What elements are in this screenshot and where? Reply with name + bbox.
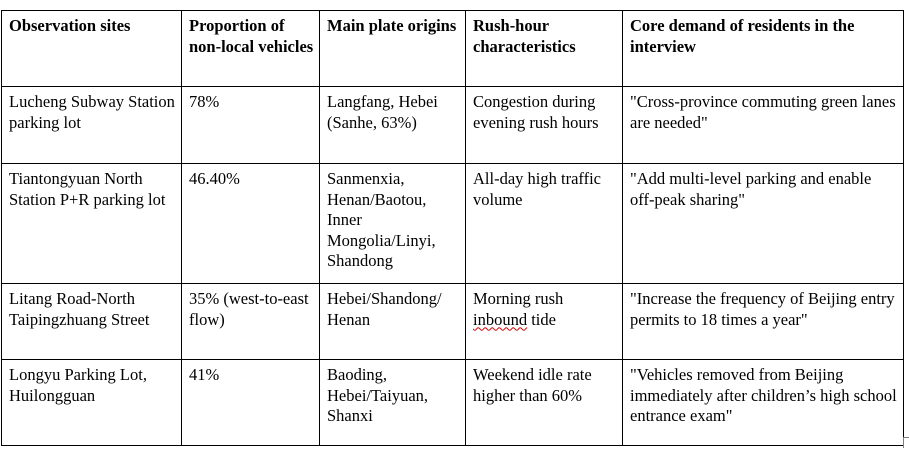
cell-proportion: 78%	[182, 87, 320, 164]
cell-origins: Sanmenxia, Henan/Baotou, Inner Mongolia/Linyi, Shandong	[320, 164, 466, 284]
table-row	[2, 87, 904, 164]
cell-demand: "Add multi-level parking and enable off-peak sharing"	[623, 164, 904, 284]
cell-origins: Hebei/Shandong/ Henan	[320, 284, 466, 360]
cell-proportion: 46.40%	[182, 164, 320, 284]
text-boundary-corner-mark	[903, 437, 909, 448]
cell-demand: "Increase the frequency of Beijing entry permits to 18 times a year"	[623, 284, 904, 360]
header-plate-origins: Main plate origins	[320, 11, 466, 87]
cell-site: Litang Road-North Taipingzhuang Street	[2, 284, 182, 360]
header-proportion: Proportion of non-local vehicles	[182, 11, 320, 87]
cell-site: Longyu Parking Lot, Huilongguan	[2, 360, 182, 446]
header-observation-sites: Observation sites	[2, 11, 182, 87]
cell-rush-hour: Weekend idle rate higher than 60%	[466, 360, 623, 446]
spellcheck-flagged-word[interactable]: inbound	[473, 309, 528, 329]
table-header-row	[2, 11, 904, 87]
cell-demand: "Cross-province commuting green lanes are needed"	[623, 87, 904, 164]
cell-site: Lucheng Subway Station parking lot	[2, 87, 182, 164]
header-rush-hour: Rush-hour characteristics	[466, 11, 623, 87]
data-table	[1, 10, 904, 446]
cell-proportion: 41%	[182, 360, 320, 446]
table-row	[2, 164, 904, 284]
cell-rush-hour: All-day high traffic volume	[466, 164, 623, 284]
cell-demand: "Vehicles removed from Beijing immediately after children’s high school entrance exam"	[623, 360, 904, 446]
cell-rush-hour: Congestion during evening rush hours	[466, 87, 623, 164]
cell-origins: Langfang, Hebei (Sanhe, 63%)	[320, 87, 466, 164]
rush-hour-prefix: Morning rush	[473, 289, 564, 308]
header-core-demand: Core demand of residents in the interview	[623, 11, 904, 87]
cell-origins: Baoding, Hebei/Taiyuan, Shanxi	[320, 360, 466, 446]
cell-proportion: 35% (west-to-east flow)	[182, 284, 320, 360]
table-row	[2, 284, 904, 360]
cell-site: Tiantongyuan North Station P+R parking lot	[2, 164, 182, 284]
rush-hour-suffix: tide	[531, 309, 556, 329]
table-row	[2, 360, 904, 446]
cell-rush-hour	[466, 284, 623, 360]
